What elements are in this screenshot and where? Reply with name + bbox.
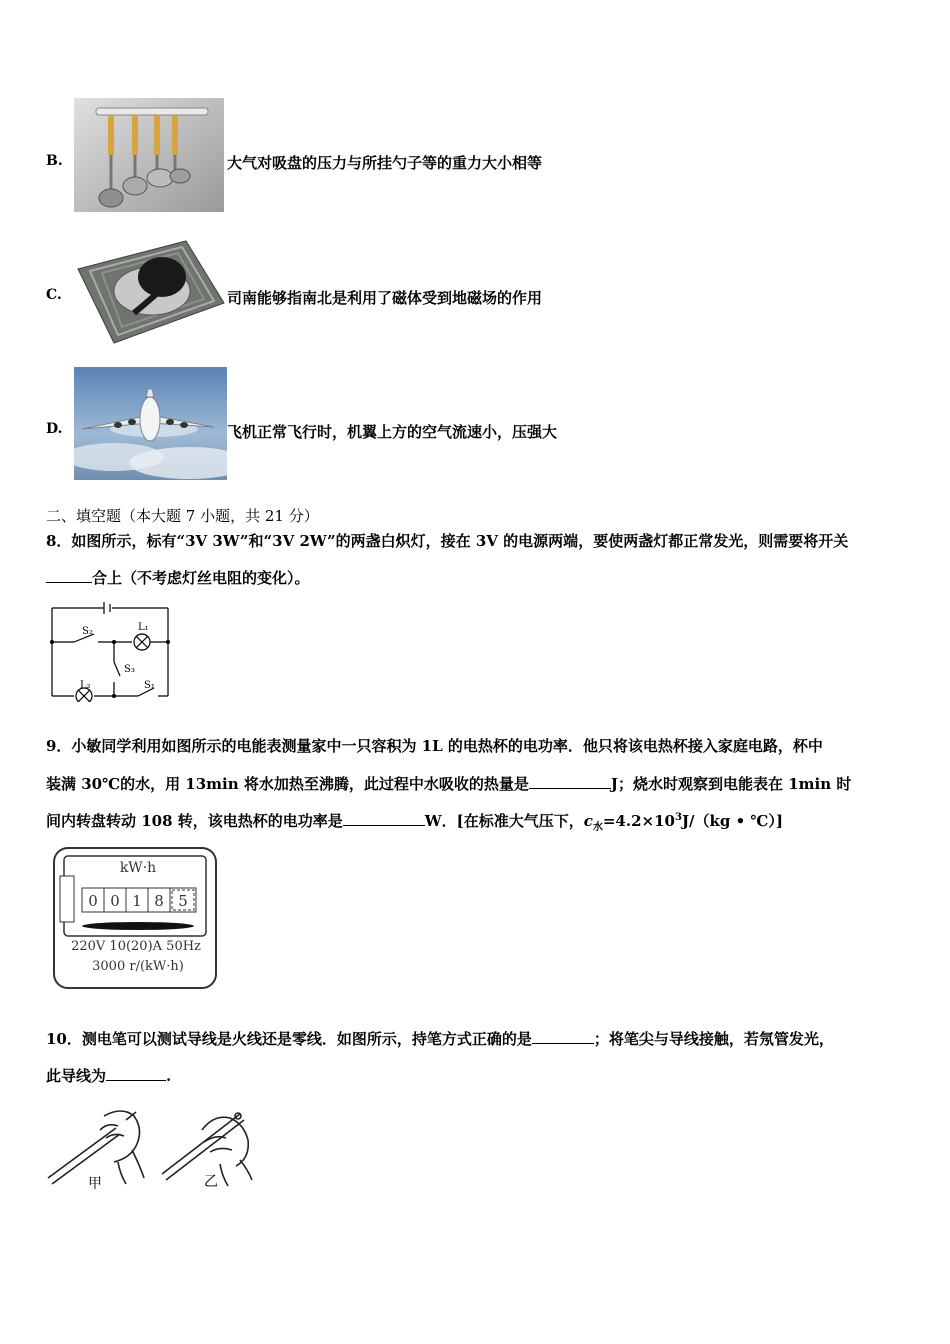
q9-heat-blank[interactable] xyxy=(529,774,611,789)
q9-line-3-text-d: =4.2×10 xyxy=(602,812,675,830)
q9-line-1: 9．小敏同学利用如图所示的电能表测量家中一只容积为 1L 的电热杯的电功率．他只将该电热杯接入家庭电路，杯中 xyxy=(46,737,823,755)
q8-line-1: 8．如图所示，标有“3V 3W”和“3V 2W”的两盏白炽灯，接在 3V 的电源两端，要使两盏灯都正常发光，则需要将开关 xyxy=(46,532,849,550)
meter-digit-4: 8 xyxy=(154,892,164,910)
meter-spec-2: 3000 r/(kW·h) xyxy=(92,959,184,974)
ladles-on-suction-hook-image xyxy=(74,98,224,212)
label-l2: L₂ xyxy=(80,680,91,691)
label-s1: S₁ xyxy=(144,680,155,691)
sinan-compass-image xyxy=(74,233,227,347)
test-pen-figures xyxy=(44,1100,256,1192)
electricity-meter xyxy=(52,846,218,990)
q9-line-2-text-a: 装满 30℃的水，用 13min 将水加热至沸腾，此过程中水吸收的热量是 xyxy=(46,775,529,793)
option-b-letter: B. xyxy=(46,153,63,169)
meter-spec-1: 220V 10(20)A 50Hz xyxy=(71,939,201,954)
label-s3: S₃ xyxy=(124,664,135,675)
q9-line-2-text-b: J；烧水时观察到电能表在 1min 时 xyxy=(610,775,852,793)
option-b-text: 大气对吸盘的压力与所挂勺子等的重力大小相等 xyxy=(227,154,543,172)
q9-line-3 xyxy=(46,810,783,833)
label-jia: 甲 xyxy=(88,1176,102,1192)
meter-rotating-disc xyxy=(82,922,194,930)
q10-line-2-text-b: . xyxy=(166,1067,172,1085)
option-d-letter: D. xyxy=(46,421,63,437)
option-d-text: 飞机正常飞行时，机翼上方的空气流速小，压强大 xyxy=(227,423,558,441)
q10-line-1-text-b: ；将笔尖与导线接触，若氖管发光， xyxy=(593,1030,834,1048)
q8-answer-blank[interactable] xyxy=(46,568,92,583)
q9-line-3-text-e: J/（kg • ℃）] xyxy=(681,812,783,830)
q9-c-subscript: 水 xyxy=(592,822,603,833)
q10-wire-blank[interactable] xyxy=(106,1066,166,1081)
q9-exponent: 3 xyxy=(674,812,682,823)
airplane-in-sky-image xyxy=(74,367,227,480)
q8-line-2 xyxy=(46,567,310,588)
meter-digit-1: 0 xyxy=(88,892,98,910)
q10-grip-blank[interactable] xyxy=(532,1029,594,1044)
meter-digit-5: 5 xyxy=(178,892,188,910)
q10-line-2-text-a: 此导线为 xyxy=(46,1067,107,1085)
meter-unit: kW·h xyxy=(119,860,157,876)
option-d-image xyxy=(74,367,227,480)
q8-line-2-text: 合上（不考虑灯丝电阻的变化）。 xyxy=(92,569,310,587)
option-c-letter: C. xyxy=(46,287,62,303)
q9-power-blank[interactable] xyxy=(343,811,425,826)
section-heading: 二、填空题（本大题 7 小题，共 21 分） xyxy=(46,507,319,525)
option-c-image xyxy=(74,233,227,347)
q10-line-1-text-a: 10．测电笔可以测试导线是火线还是零线．如图所示，持笔方式正确的是 xyxy=(46,1030,532,1048)
q10-line-2 xyxy=(46,1065,171,1086)
meter-digit-2: 0 xyxy=(110,892,120,910)
q9-c-symbol: c xyxy=(583,812,593,830)
label-yi: 乙 xyxy=(204,1174,218,1190)
q8-circuit-diagram xyxy=(46,598,176,702)
q9-line-3-text-b: W．[在标准大气压下， xyxy=(424,812,584,830)
label-s2: S₂ xyxy=(82,626,93,637)
q9-line-2 xyxy=(46,773,851,794)
q9-line-3-text-a: 间内转盘转动 108 转，该电热杯的电功率是 xyxy=(46,812,343,830)
option-b-image xyxy=(74,98,224,212)
q10-line-1 xyxy=(46,1028,834,1049)
label-l1: L₁ xyxy=(138,622,149,633)
meter-digit-3: 1 xyxy=(132,892,142,910)
option-c-text: 司南能够指南北是利用了磁体受到地磁场的作用 xyxy=(227,289,543,307)
